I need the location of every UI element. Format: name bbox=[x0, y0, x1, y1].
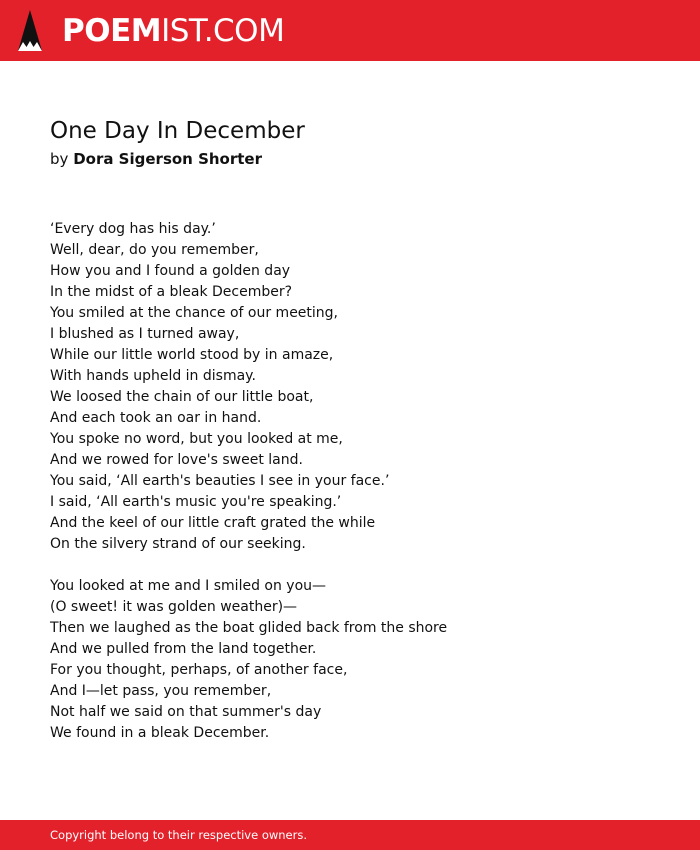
poem-line: And we pulled from the land together. bbox=[50, 641, 317, 657]
poem-line: On the silvery strand of our seeking. bbox=[50, 536, 306, 552]
poem-line: And each took an oar in hand. bbox=[50, 410, 262, 426]
poem-author: Dora Sigerson Shorter bbox=[73, 150, 262, 168]
poem-line: ‘Every dog has his day.’ bbox=[50, 221, 216, 237]
site-logo[interactable] bbox=[62, 12, 284, 50]
poem-line: You smiled at the chance of our meeting, bbox=[50, 305, 339, 321]
poem-line: For you thought, perhaps, of another face, bbox=[50, 662, 348, 678]
poem-title: One Day In December bbox=[50, 118, 305, 144]
poem-line: Not half we said on that summer's day bbox=[50, 704, 322, 720]
poem-line: In the midst of a bleak December? bbox=[50, 284, 293, 300]
poem-line: How you and I found a golden day bbox=[50, 263, 291, 279]
poem-stanza-1 bbox=[50, 219, 389, 555]
poem-line: And we rowed for love's sweet land. bbox=[50, 452, 303, 468]
poem-line: Well, dear, do you remember, bbox=[50, 242, 259, 258]
poem-byline bbox=[50, 149, 262, 169]
poem-stanza-2 bbox=[50, 576, 447, 744]
poem-line: I said, ‘All earth's music you're speaking.’ bbox=[50, 494, 342, 510]
poem-line: Then we laughed as the boat glided back from the shore bbox=[50, 620, 448, 636]
poem-line: You looked at me and I smiled on you— bbox=[50, 578, 327, 594]
by-label: by bbox=[50, 150, 69, 168]
poem-line: You said, ‘All earth's beauties I see in your face.’ bbox=[50, 473, 390, 489]
copyright-notice: Copyright belong to their respective owners. bbox=[50, 828, 308, 842]
poem-line: We found in a bleak December. bbox=[50, 725, 270, 741]
poem-line: And the keel of our little craft grated the while bbox=[50, 515, 376, 531]
poem-line: (O sweet! it was golden weather)— bbox=[50, 599, 298, 615]
site-footer bbox=[0, 820, 700, 850]
poem-line: And I—let pass, you remember, bbox=[50, 683, 272, 699]
poem-line: We loosed the chain of our little boat, bbox=[50, 389, 314, 405]
pencil-icon bbox=[17, 9, 43, 52]
logo-text-light: IST.COM bbox=[161, 13, 285, 49]
poem-line: While our little world stood by in amaze, bbox=[50, 347, 334, 363]
poem-line: You spoke no word, but you looked at me, bbox=[50, 431, 343, 447]
poem-line: I blushed as I turned away, bbox=[50, 326, 240, 342]
logo-text-strong: POEM bbox=[62, 13, 162, 49]
site-header bbox=[0, 0, 700, 61]
poem-line: With hands upheld in dismay. bbox=[50, 368, 256, 384]
